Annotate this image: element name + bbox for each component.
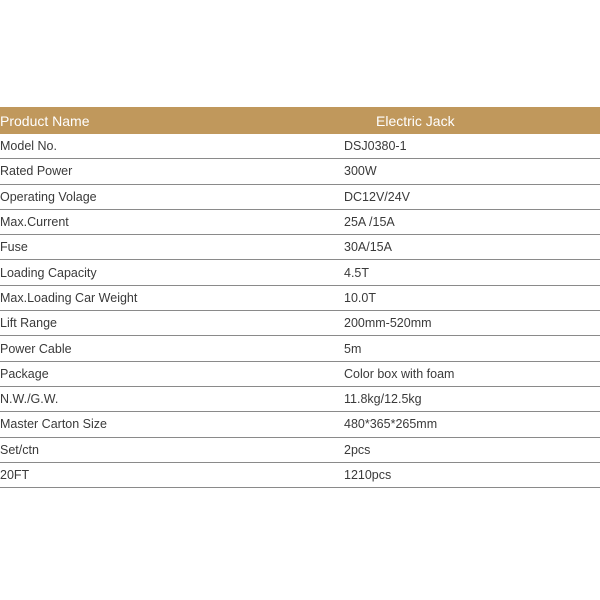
row-label: Fuse	[0, 235, 344, 260]
row-label: N.W./G.W.	[0, 386, 344, 411]
row-value: 30A/15A	[344, 235, 600, 260]
table-row	[0, 209, 600, 234]
table-row	[0, 311, 600, 336]
row-value: 11.8kg/12.5kg	[344, 386, 600, 411]
row-label: Set/ctn	[0, 437, 344, 462]
row-label: Master Carton Size	[0, 412, 344, 437]
row-value: DC12V/24V	[344, 184, 600, 209]
row-label: 20FT	[0, 462, 344, 487]
row-value: DSJ0380-1	[344, 134, 600, 159]
table-row	[0, 336, 600, 361]
row-label: Power Cable	[0, 336, 344, 361]
header-value: Electric Jack	[344, 107, 600, 134]
spec-table	[0, 107, 600, 488]
table-row	[0, 361, 600, 386]
row-value: Color box with foam	[344, 361, 600, 386]
table-row	[0, 386, 600, 411]
table-row	[0, 184, 600, 209]
row-value: 10.0T	[344, 285, 600, 310]
row-value: 200mm-520mm	[344, 311, 600, 336]
row-value: 5m	[344, 336, 600, 361]
spec-table-body	[0, 107, 600, 488]
table-row	[0, 159, 600, 184]
row-value: 1210pcs	[344, 462, 600, 487]
row-value: 480*365*265mm	[344, 412, 600, 437]
header-label: Product Name	[0, 107, 344, 134]
row-label: Package	[0, 361, 344, 386]
table-row	[0, 462, 600, 487]
table-row	[0, 260, 600, 285]
table-row	[0, 235, 600, 260]
row-label: Max.Current	[0, 209, 344, 234]
table-header-row	[0, 107, 600, 134]
row-value: 4.5T	[344, 260, 600, 285]
row-value: 25A /15A	[344, 209, 600, 234]
table-row	[0, 134, 600, 159]
table-row	[0, 285, 600, 310]
table-row	[0, 437, 600, 462]
row-value: 2pcs	[344, 437, 600, 462]
row-label: Lift Range	[0, 311, 344, 336]
table-row	[0, 412, 600, 437]
row-label: Model No.	[0, 134, 344, 159]
row-label: Max.Loading Car Weight	[0, 285, 344, 310]
row-value: 300W	[344, 159, 600, 184]
row-label: Operating Volage	[0, 184, 344, 209]
row-label: Rated Power	[0, 159, 344, 184]
row-label: Loading Capacity	[0, 260, 344, 285]
